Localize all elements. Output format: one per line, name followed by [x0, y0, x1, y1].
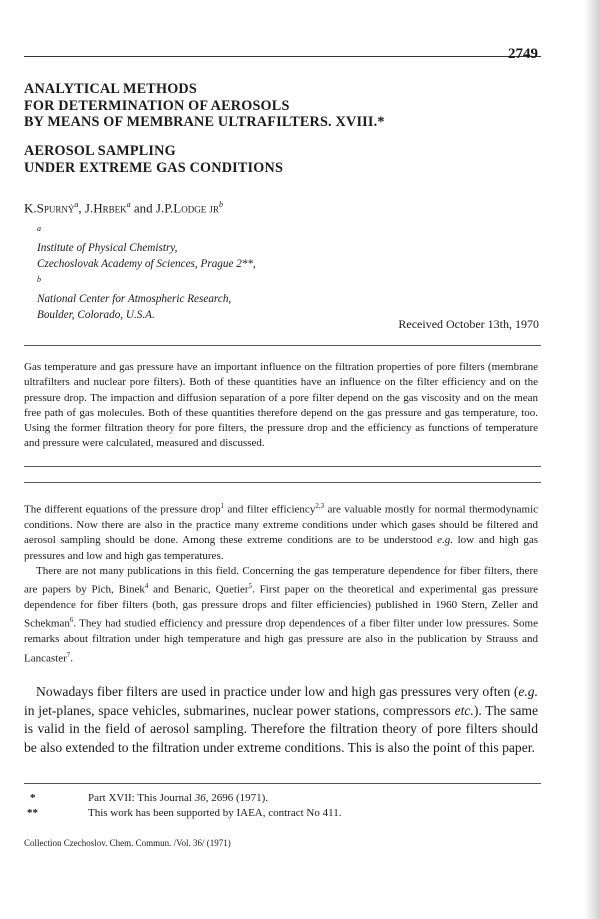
reference-mark: 2,3	[315, 502, 325, 510]
footnote-rule	[24, 783, 541, 784]
footnote-mark: **	[27, 807, 38, 819]
paragraph: The different equations of the pressure drop$^1$ and filter efficiency$^{2,3}$ are valuable mostly for normal thermodynamic conditions. Now there are also in the practice many extreme conditions under which gases should be filtered and aerosol sampling should be done. Among these extreme conditions are to be understood e.g. low and high gas pressures and low and high gas temperatures.	[24, 502, 539, 562]
affiliation-line: $^a$ Institute of Physical Chemistry,	[37, 224, 178, 255]
article-subtitle	[24, 143, 283, 176]
author-initial: J.P.	[155, 200, 174, 216]
title-line: FOR DETERMINATION OF AEROSOLS	[24, 97, 290, 114]
affil-mark: a	[37, 224, 41, 233]
abstract-text: Gas temperature and gas pressure have an important influence on the filtration properties of pore filters (membrane ultrafilters and nuclear pore filters). Both of these quantities have an influence on the filter efficiency and on the pressure drop. The impaction and diffusion separation of a pore filter depend on the gas viscosity and on the mean free path of gas molecules. Both of these quantities therefore depend on the gas pressure and gas temperature, too. Using the former filtration theory for pore filters, the pressure drop and the efficiency as functions of temperature and pressure were calculated, measured and discussed.	[24, 361, 538, 450]
section-rule	[24, 482, 541, 483]
subtitle-line: UNDER EXTREME GAS CONDITIONS	[24, 159, 284, 176]
affiliation-line: $^b$ National Center for Atmospheric Research,	[37, 275, 232, 306]
affil-mark: a	[74, 200, 79, 209]
received-date: Received October 13th, 1970	[398, 317, 539, 331]
title-line: ANALYTICAL METHODS	[24, 81, 197, 97]
page-number: 2749	[508, 46, 538, 62]
author-name: Hrbek	[93, 200, 127, 216]
title-line: BY MEANS OF MEMBRANE ULTRAFILTERS. XVIII.*	[24, 114, 385, 130]
reference-mark: 1	[220, 502, 225, 510]
author-initial: J.	[84, 200, 94, 216]
footnote-2: This work has been supported by IAEA, contract No 411.	[88, 807, 342, 819]
reference-mark: 5	[248, 582, 253, 591]
footnote-mark: *	[30, 792, 36, 804]
affil-mark: a	[126, 200, 131, 209]
reference-mark: 6	[69, 616, 74, 625]
paragraph: There are not many publications in this field. Concerning the gas temperature dependence for fiber filters, there are papers by Pich, Binek$^4$ and Benaric, Quetier$^5$. First paper on the theoretical and experimental gas pressure dependence for fiber filters (both, gas pressure drops and filter efficiencies) published in 1960 Stern, Zeller and Schekman$^6$. They had studied efficiency and pressure drop dependences of a fiber filter under low pressures. Some remarks about filtration under high temperature and high gas pressure are also in the publication by Strauss and Lancaster$^7$.	[24, 564, 538, 665]
journal-footer: Collection Czechoslov. Chem. Commun. /Vol. 36/ (1971)	[24, 838, 231, 848]
subtitle-line: AEROSOL SAMPLING	[24, 143, 176, 159]
affiliation-line: Czechoslovak Academy of Sciences, Prague 2**,	[37, 257, 256, 270]
author-separator: and	[130, 200, 156, 216]
footnote-1: Part XVII: This Journal 36, 2696 (1971).	[88, 792, 269, 804]
affiliations	[37, 221, 256, 323]
affil-mark: b	[37, 275, 41, 285]
abstract-bottom-rule	[24, 466, 541, 467]
intro-text	[24, 499, 538, 667]
author-list	[24, 200, 223, 216]
paragraph: Nowadays fiber filters are used in practice under low and high gas pressures very often (e.g. in jet-planes, space vehicles, submarines, nuclear power stations, compressors etc.). The same is valid in the field of aerosol sampling. Therefore the filtration theory of pore filters should be also extended to the filtration under extreme conditions. This is also the point of this paper.	[24, 684, 538, 755]
header-rule	[24, 56, 541, 57]
article-title	[24, 81, 385, 131]
affil-mark: b	[218, 200, 223, 209]
author-name: Lodge jr	[173, 200, 219, 216]
author-initial: K.	[24, 200, 37, 216]
author-name: Spurný	[36, 200, 75, 216]
reference-mark: 4	[144, 582, 149, 591]
scan-edge-shadow	[584, 0, 600, 919]
author-separator: ,	[78, 200, 85, 216]
reference-mark: 7	[66, 650, 71, 659]
affiliation-line: Boulder, Colorado, U.S.A.	[37, 308, 155, 321]
abstract-top-rule	[24, 345, 541, 346]
